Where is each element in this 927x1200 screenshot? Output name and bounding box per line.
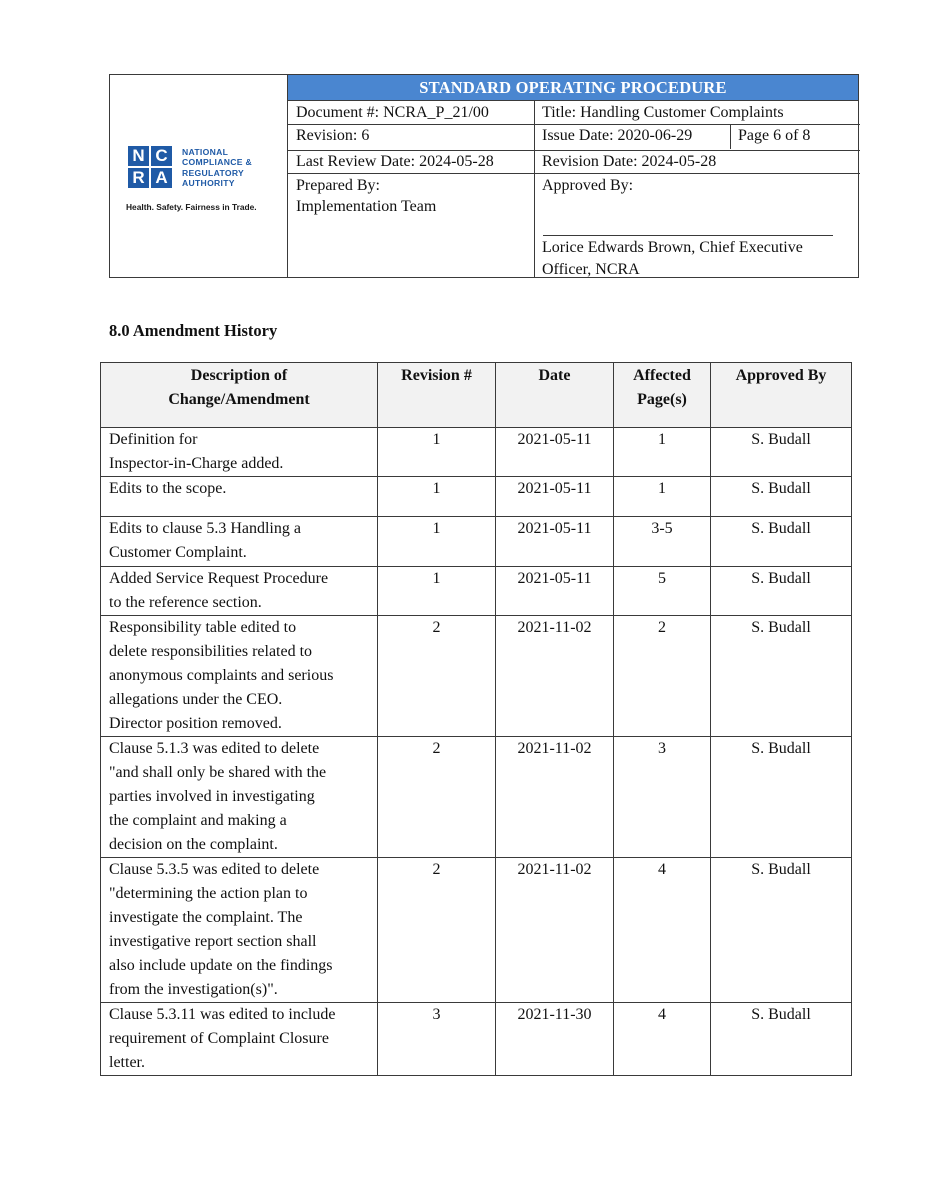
logo-letter: C — [151, 146, 172, 166]
description-line: anonymous complaints and serious — [109, 667, 334, 684]
table-row — [101, 517, 852, 567]
description-line: Director position removed. — [109, 715, 282, 732]
approved-by-label: Approved By: — [542, 177, 634, 194]
table-row — [101, 737, 852, 858]
cell-date: 2021-05-11 — [496, 567, 614, 616]
amendment-history-table — [100, 362, 852, 1076]
logo-mark — [128, 146, 172, 188]
description-line: Definition for — [109, 431, 198, 448]
cell-description — [101, 1003, 378, 1076]
table-row — [101, 428, 852, 477]
approver-title: Officer, NCRA — [542, 261, 640, 278]
description-line: investigate the complaint. The — [109, 909, 303, 926]
description-line: Inspector-in-Charge added. — [109, 455, 284, 472]
page-number: Page 6 of 8 — [738, 127, 811, 144]
cell-date: 2021-11-02 — [496, 858, 614, 1003]
cell-revision: 1 — [378, 567, 496, 616]
logo-letter: N — [128, 146, 149, 166]
sop-band-title: STANDARD OPERATING PROCEDURE — [288, 75, 858, 101]
column-header-revision: Revision # — [378, 363, 496, 428]
logo-wordmark: NATIONAL COMPLIANCE & REGULATORY AUTHORITY — [182, 147, 252, 189]
table-header-row — [101, 363, 852, 428]
description-line: requirement of Complaint Closure — [109, 1030, 329, 1047]
cell-affected-pages: 2 — [614, 616, 711, 737]
prepared-by-label: Prepared By: — [296, 177, 380, 194]
table-row — [101, 616, 852, 737]
cell-approved-by: S. Budall — [711, 567, 852, 616]
revision-date: Revision Date: 2024-05-28 — [542, 153, 717, 170]
cell-date: 2021-05-11 — [496, 477, 614, 517]
sop-header-table — [109, 74, 859, 278]
cell-approved-by: S. Budall — [711, 428, 852, 477]
cell-revision: 1 — [378, 477, 496, 517]
cell-affected-pages: 3-5 — [614, 517, 711, 567]
description-line: to the reference section. — [109, 594, 262, 611]
issue-date: Issue Date: 2020-06-29 — [542, 127, 693, 144]
description-line: investigative report section shall — [109, 933, 317, 950]
table-row — [101, 477, 852, 517]
cell-approved-by: S. Budall — [711, 737, 852, 858]
description-line: parties involved in investigating — [109, 788, 315, 805]
logo-letter: R — [128, 168, 149, 188]
cell-date: 2021-11-30 — [496, 1003, 614, 1076]
description-line: from the investigation(s)". — [109, 981, 278, 998]
cell-approved-by: S. Budall — [711, 616, 852, 737]
cell-affected-pages: 1 — [614, 477, 711, 517]
divider — [288, 173, 860, 174]
description-line: the complaint and making a — [109, 812, 287, 829]
cell-affected-pages: 4 — [614, 858, 711, 1003]
description-line: Clause 5.1.3 was edited to delete — [109, 740, 320, 757]
document-title: Title: Handling Customer Complaints — [542, 104, 784, 121]
description-line: Customer Complaint. — [109, 544, 247, 561]
cell-revision: 2 — [378, 737, 496, 858]
cell-description — [101, 517, 378, 567]
cell-date: 2021-05-11 — [496, 428, 614, 477]
cell-revision: 2 — [378, 858, 496, 1003]
table-row — [101, 1003, 852, 1076]
description-line: Edits to clause 5.3 Handling a — [109, 520, 301, 537]
cell-date: 2021-11-02 — [496, 737, 614, 858]
cell-affected-pages: 5 — [614, 567, 711, 616]
description-line: allegations under the CEO. — [109, 691, 283, 708]
description-line: also include update on the findings — [109, 957, 333, 974]
description-line: "determining the action plan to — [109, 885, 308, 902]
logo-letter: A — [151, 168, 172, 188]
cell-description — [101, 477, 378, 517]
column-header-approved-by: Approved By — [711, 363, 852, 428]
cell-date: 2021-11-02 — [496, 616, 614, 737]
last-review-date: Last Review Date: 2024-05-28 — [296, 153, 494, 170]
description-line: letter. — [109, 1054, 145, 1071]
column-header-date: Date — [496, 363, 614, 428]
logo-tagline: Health. Safety. Fairness in Trade. — [126, 202, 257, 212]
cell-description — [101, 858, 378, 1003]
cell-description — [101, 428, 378, 477]
approver-name: Lorice Edwards Brown, Chief Executive — [542, 239, 803, 256]
description-line: Responsibility table edited to — [109, 619, 297, 636]
table-row — [101, 858, 852, 1003]
description-line: Clause 5.3.11 was edited to include — [109, 1006, 336, 1023]
cell-revision: 2 — [378, 616, 496, 737]
cell-date: 2021-05-11 — [496, 517, 614, 567]
signature-line — [543, 235, 833, 236]
cell-revision: 1 — [378, 517, 496, 567]
cell-approved-by: S. Budall — [711, 1003, 852, 1076]
description-line: Edits to the scope. — [109, 480, 227, 497]
column-header-affected-pages: Affected Page(s) — [614, 363, 711, 428]
description-line: delete responsibilities related to — [109, 643, 313, 660]
cell-approved-by: S. Budall — [711, 477, 852, 517]
logo-cell — [110, 75, 288, 277]
revision-number: Revision: 6 — [296, 127, 370, 144]
cell-description — [101, 567, 378, 616]
cell-approved-by: S. Budall — [711, 858, 852, 1003]
document-number: Document #: NCRA_P_21/00 — [296, 104, 489, 121]
cell-revision: 1 — [378, 428, 496, 477]
description-line: Clause 5.3.5 was edited to delete — [109, 861, 320, 878]
section-title: 8.0 Amendment History — [109, 321, 278, 340]
description-line: decision on the complaint. — [109, 836, 278, 853]
column-header-description: Description of Change/Amendment — [101, 363, 378, 428]
cell-affected-pages: 3 — [614, 737, 711, 858]
cell-affected-pages: 1 — [614, 428, 711, 477]
cell-revision: 3 — [378, 1003, 496, 1076]
description-line: "and shall only be shared with the — [109, 764, 327, 781]
cell-description — [101, 616, 378, 737]
cell-approved-by: S. Budall — [711, 517, 852, 567]
cell-description — [101, 737, 378, 858]
prepared-by: Implementation Team — [296, 198, 437, 215]
description-line: Added Service Request Procedure — [109, 570, 329, 587]
table-row — [101, 567, 852, 616]
cell-affected-pages: 4 — [614, 1003, 711, 1076]
